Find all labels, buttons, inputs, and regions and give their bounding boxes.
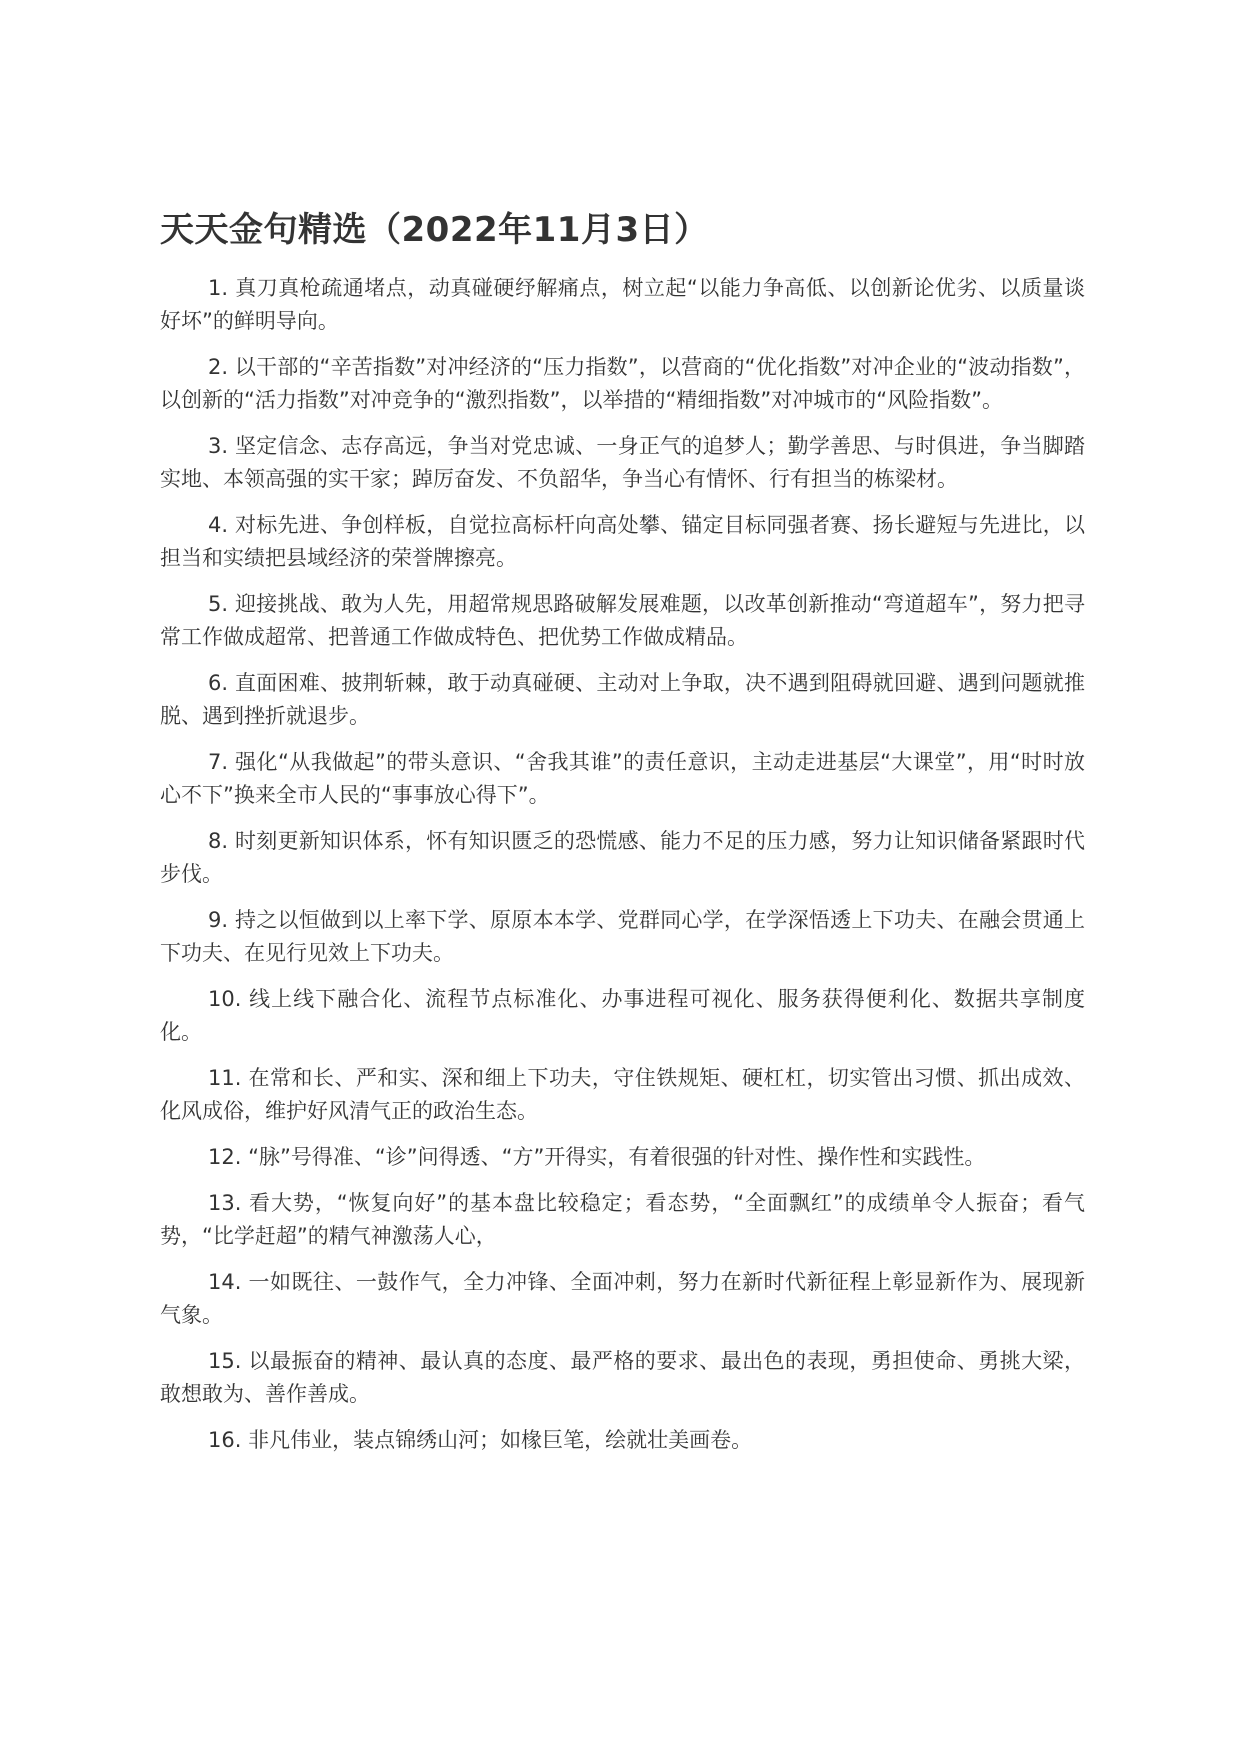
quote-paragraph-14: 14. 一如既往、一鼓作气，全力冲锋、全面冲刺，努力在新时代新征程上彰显新作为、展现新气象。 <box>160 1270 1085 1327</box>
quote-paragraph-1: 1. 真刀真枪疏通堵点，动真碰硬纾解痛点，树立起“以能力争高低、以创新论优劣、以质量谈好坏”的鲜明导向。 <box>160 276 1085 333</box>
quote-paragraph-7: 7. 强化“从我做起”的带头意识、“舍我其谁”的责任意识，主动走进基层“大课堂”，用“时时放心不下”换来全市人民的“事事放心得下”。 <box>160 750 1085 807</box>
quote-paragraph-5: 5. 迎接挑战、敢为人先，用超常规思路破解发展难题，以改革创新推动“弯道超车”，努力把寻常工作做成超常、把普通工作做成特色、把优势工作做成精品。 <box>160 592 1085 649</box>
quote-paragraph-10: 10. 线上线下融合化、流程节点标准化、办事进程可视化、服务获得便利化、数据共享制度化。 <box>160 987 1085 1044</box>
quote-paragraph-12: 12. “脉”号得准、“诊”问得透、“方”开得实，有着很强的针对性、操作性和实践性。 <box>208 1145 986 1169</box>
quote-paragraph-3: 3. 坚定信念、志存高远，争当对党忠诚、一身正气的追梦人；勤学善思、与时俱进，争当脚踏实地、本领高强的实干家；踔厉奋发、不负韶华，争当心有情怀、行有担当的栋梁材。 <box>160 434 1085 491</box>
quote-paragraph-16: 16. 非凡伟业，装点锦绣山河；如椽巨笔，绘就壮美画卷。 <box>208 1428 753 1452</box>
quote-paragraph-9: 9. 持之以恒做到以上率下学、原原本本学、党群同心学，在学深悟透上下功夫、在融会贯通上下功夫、在见行见效上下功夫。 <box>160 908 1085 965</box>
quote-paragraph-4: 4. 对标先进、争创样板，自觉拉高标杆向高处攀、锚定目标同强者赛、扬长避短与先进比，以担当和实绩把县域经济的荣誉牌擦亮。 <box>160 513 1085 570</box>
quote-paragraph-2: 2. 以干部的“辛苦指数”对冲经济的“压力指数”，以营商的“优化指数”对冲企业的“波动指数”，以创新的“活力指数”对冲竞争的“激烈指数”，以举措的“精细指数”对冲城市的“风险指数”。 <box>160 355 1085 412</box>
quote-paragraph-13: 13. 看大势，“恢复向好”的基本盘比较稳定；看态势，“全面飘红”的成绩单令人振奋；看气势，“比学赶超”的精气神激荡人心， <box>160 1191 1085 1248</box>
page-title: 天天金句精选（2022年11月3日） <box>160 210 709 250</box>
quote-paragraph-6: 6. 直面困难、披荆斩棘，敢于动真碰硬、主动对上争取，决不遇到阻碍就回避、遇到问题就推脱、遇到挫折就退步。 <box>160 671 1085 728</box>
quote-paragraph-11: 11. 在常和长、严和实、深和细上下功夫，守住铁规矩、硬杠杠，切实管出习惯、抓出成效、化风成俗，维护好风清气正的政治生态。 <box>160 1066 1085 1123</box>
quote-paragraph-15: 15. 以最振奋的精神、最认真的态度、最严格的要求、最出色的表现，勇担使命、勇挑大梁，敢想敢为、善作善成。 <box>160 1349 1085 1406</box>
quote-list <box>160 272 1085 1470</box>
quote-paragraph-8: 8. 时刻更新知识体系，怀有知识匮乏的恐慌感、能力不足的压力感，努力让知识储备紧跟时代步伐。 <box>160 829 1085 886</box>
